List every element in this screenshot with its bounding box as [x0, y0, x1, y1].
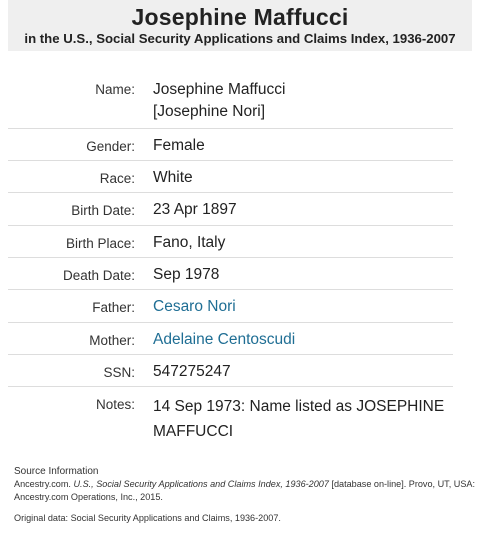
field-value-birth-date: 23 Apr 1897	[153, 201, 237, 218]
record-row-name	[8, 72, 453, 129]
citation-title: U.S., Social Security Applications and Claims Index, 1936-2007	[73, 479, 329, 489]
field-label-birth-place: Birth Place:	[65, 236, 135, 251]
notes-line-1: 14 Sep 1973: Name listed as JOSEPHINE	[153, 398, 445, 415]
record-row-birth-date	[8, 193, 453, 226]
field-value-ssn: 547275247	[153, 363, 231, 380]
record-row-birth-place	[8, 226, 453, 258]
father-name-link[interactable]: Cesaro Nori	[153, 298, 236, 315]
citation-prefix: Ancestry.com.	[14, 479, 74, 489]
source-citation	[14, 478, 476, 504]
page-title: Josephine Maffucci	[131, 4, 349, 30]
field-label-birth-date: Birth Date:	[71, 203, 135, 218]
notes-line-2: MAFFUCCI	[153, 423, 234, 440]
collection-subtitle: in the U.S., Social Security Applications and Claims Index, 1936-2007	[24, 31, 456, 46]
field-label-race: Race:	[99, 171, 135, 186]
record-row-father	[8, 290, 453, 323]
name-primary: Josephine Maffucci	[153, 81, 286, 98]
original-data-note: Original data: Social Security Applications and Claims, 1936-2007.	[14, 513, 281, 523]
field-label-notes: Notes:	[95, 397, 135, 412]
field-value-gender: Female	[153, 137, 205, 154]
record-table	[8, 72, 453, 445]
field-value-notes	[153, 394, 453, 444]
field-value-race: White	[153, 169, 193, 186]
source-information	[14, 465, 476, 525]
field-label-ssn: SSN:	[103, 365, 135, 380]
citation-suffix: [database on-line]. Provo, UT, USA: Ancestry.com Operations, Inc., 2015.	[14, 479, 475, 502]
record-row-ssn	[8, 355, 453, 387]
field-label-father: Father:	[92, 300, 135, 315]
field-label-mother: Mother:	[89, 333, 135, 348]
field-label-name: Name:	[95, 82, 135, 97]
name-alias: [Josephine Nori]	[153, 103, 266, 120]
record-row-race	[8, 161, 453, 193]
source-heading: Source Information	[14, 466, 99, 477]
record-row-notes	[8, 387, 453, 445]
field-value-name	[153, 79, 453, 123]
field-label-death-date: Death Date:	[62, 268, 135, 283]
record-header	[8, 0, 472, 51]
field-value-death-date: Sep 1978	[153, 266, 220, 283]
record-row-mother	[8, 323, 453, 355]
field-value-birth-place: Fano, Italy	[153, 234, 226, 251]
record-row-death-date	[8, 258, 453, 290]
record-row-gender	[8, 129, 453, 161]
mother-name-link[interactable]: Adelaine Centoscudi	[153, 331, 296, 348]
field-label-gender: Gender:	[86, 139, 135, 154]
